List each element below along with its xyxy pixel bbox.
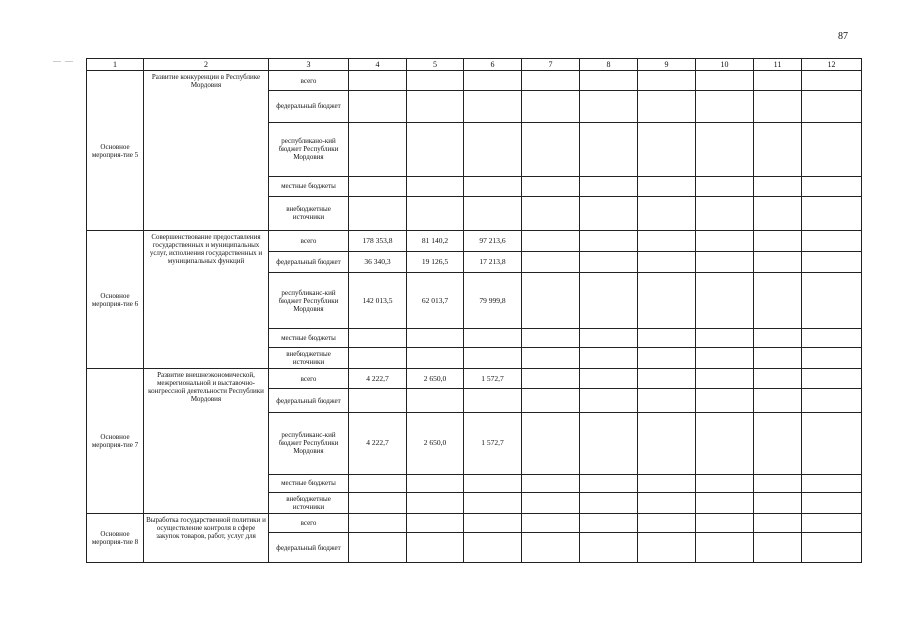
empty-cell [522, 273, 580, 328]
column-header-2: 2 [144, 59, 269, 71]
empty-cell [522, 348, 580, 369]
value-cell [349, 493, 407, 514]
empty-cell [802, 177, 862, 197]
empty-cell [580, 389, 638, 413]
empty-cell [522, 177, 580, 197]
value-cell: 36 340,3 [349, 251, 407, 273]
empty-cell [580, 413, 638, 475]
funding-source-cell: внебюджетные источники [269, 348, 349, 369]
value-cell [464, 348, 522, 369]
column-header-6: 6 [464, 59, 522, 71]
empty-cell [802, 251, 862, 273]
value-cell: 81 140,2 [407, 231, 464, 252]
empty-cell [580, 474, 638, 492]
table-row [87, 513, 862, 533]
empty-cell [638, 122, 696, 176]
empty-cell [638, 368, 696, 389]
empty-cell [754, 413, 802, 475]
value-cell [407, 513, 464, 533]
funding-source-cell: всего [269, 513, 349, 533]
value-cell [464, 177, 522, 197]
empty-cell [802, 513, 862, 533]
empty-cell [638, 413, 696, 475]
funding-source-cell: всего [269, 368, 349, 389]
value-cell: 97 213,6 [464, 231, 522, 252]
value-cell [464, 90, 522, 122]
value-cell: 79 999,8 [464, 273, 522, 328]
column-header-5: 5 [407, 59, 464, 71]
empty-cell [638, 328, 696, 348]
empty-cell [754, 273, 802, 328]
funding-source-cell: всего [269, 231, 349, 252]
empty-cell [696, 251, 754, 273]
funding-source-cell: республиканс-кий бюджет Республики Мордовия [269, 273, 349, 328]
value-cell [349, 196, 407, 231]
value-cell [464, 474, 522, 492]
value-cell [349, 122, 407, 176]
empty-cell [696, 196, 754, 231]
empty-cell [696, 273, 754, 328]
column-header-1: 1 [87, 59, 144, 71]
column-header-9: 9 [638, 59, 696, 71]
empty-cell [696, 513, 754, 533]
value-cell [349, 474, 407, 492]
measure-name-cell: Основное мероприя-тие 7 [87, 368, 144, 513]
empty-cell [802, 90, 862, 122]
value-cell [407, 348, 464, 369]
funding-source-cell: внебюджетные источники [269, 196, 349, 231]
empty-cell [522, 389, 580, 413]
column-header-3: 3 [269, 59, 349, 71]
empty-cell [754, 177, 802, 197]
empty-cell [802, 493, 862, 514]
value-cell: 17 213,8 [464, 251, 522, 273]
value-cell [407, 474, 464, 492]
value-cell [349, 533, 407, 563]
empty-cell [754, 122, 802, 176]
empty-cell [522, 122, 580, 176]
empty-cell [802, 122, 862, 176]
value-cell [464, 389, 522, 413]
empty-cell [696, 90, 754, 122]
value-cell [464, 533, 522, 563]
header-row [87, 59, 862, 71]
measure-description-cell: Развитие конкуренции в Республике Мордовия [144, 71, 269, 231]
empty-cell [754, 493, 802, 514]
empty-cell [802, 389, 862, 413]
funding-source-cell: федеральный бюджет [269, 533, 349, 563]
value-cell [349, 177, 407, 197]
table-row [87, 368, 862, 389]
empty-cell [522, 196, 580, 231]
value-cell [407, 90, 464, 122]
empty-cell [754, 513, 802, 533]
empty-cell [580, 348, 638, 369]
empty-cell [696, 474, 754, 492]
empty-cell [754, 474, 802, 492]
funding-source-cell: местные бюджеты [269, 474, 349, 492]
empty-cell [522, 413, 580, 475]
empty-cell [754, 196, 802, 231]
empty-cell [696, 413, 754, 475]
empty-cell [754, 251, 802, 273]
value-cell: 142 013,5 [349, 273, 407, 328]
empty-cell [638, 493, 696, 514]
empty-cell [522, 71, 580, 91]
empty-cell [638, 196, 696, 231]
value-cell: 19 126,5 [407, 251, 464, 273]
measure-name-cell: Основное мероприя-тие 5 [87, 71, 144, 231]
empty-cell [522, 533, 580, 563]
empty-cell [522, 493, 580, 514]
value-cell [464, 71, 522, 91]
value-cell: 62 013,7 [407, 273, 464, 328]
empty-cell [802, 413, 862, 475]
empty-cell [638, 90, 696, 122]
empty-cell [696, 389, 754, 413]
value-cell [464, 493, 522, 514]
empty-cell [638, 389, 696, 413]
empty-cell [802, 348, 862, 369]
value-cell [349, 71, 407, 91]
empty-cell [638, 251, 696, 273]
empty-cell [754, 533, 802, 563]
column-header-12: 12 [802, 59, 862, 71]
page-number: 87 [838, 31, 848, 42]
empty-cell [696, 533, 754, 563]
empty-cell [580, 533, 638, 563]
budget-table [86, 58, 862, 563]
empty-cell [754, 368, 802, 389]
empty-cell [522, 90, 580, 122]
empty-cell [754, 231, 802, 252]
empty-cell [754, 348, 802, 369]
empty-cell [802, 273, 862, 328]
empty-cell [638, 71, 696, 91]
column-header-10: 10 [696, 59, 754, 71]
empty-cell [638, 273, 696, 328]
empty-cell [580, 493, 638, 514]
empty-cell [754, 389, 802, 413]
empty-cell [754, 90, 802, 122]
value-cell [349, 348, 407, 369]
empty-cell [638, 513, 696, 533]
empty-cell [638, 348, 696, 369]
empty-cell [522, 231, 580, 252]
empty-cell [802, 368, 862, 389]
column-header-8: 8 [580, 59, 638, 71]
measure-name-cell: Основное мероприя-тие 6 [87, 231, 144, 369]
funding-source-cell: федеральный бюджет [269, 389, 349, 413]
measure-name-cell: Основное мероприя-тие 8 [87, 513, 144, 562]
empty-cell [696, 177, 754, 197]
empty-cell [802, 196, 862, 231]
value-cell: 2 650,0 [407, 368, 464, 389]
value-cell: 1 572,7 [464, 413, 522, 475]
empty-cell [580, 273, 638, 328]
funding-source-cell: республиканс-кий бюджет Республики Мордовия [269, 413, 349, 475]
empty-cell [580, 251, 638, 273]
value-cell [349, 90, 407, 122]
empty-cell [638, 533, 696, 563]
value-cell [464, 122, 522, 176]
value-cell [407, 533, 464, 563]
measure-description-cell: Развитие внешнеэкономической, межрегиональной и выставочно-конгрессной деятельности Республики Мордовия [144, 368, 269, 513]
value-cell [464, 328, 522, 348]
empty-cell [696, 328, 754, 348]
empty-cell [580, 177, 638, 197]
value-cell [407, 177, 464, 197]
empty-cell [638, 474, 696, 492]
funding-source-cell: федеральный бюджет [269, 90, 349, 122]
value-cell: 4 222,7 [349, 413, 407, 475]
measure-description-cell: Выработка государственной политики и осуществление контроля в сфере закупок товаров, работ, услуг для [144, 513, 269, 562]
empty-cell [696, 122, 754, 176]
empty-cell [802, 71, 862, 91]
funding-source-cell: республикано-кий бюджет Республики Мордовия [269, 122, 349, 176]
budget-table-body [87, 59, 862, 563]
value-cell [349, 389, 407, 413]
empty-cell [638, 177, 696, 197]
column-header-7: 7 [522, 59, 580, 71]
empty-cell [754, 328, 802, 348]
empty-cell [580, 368, 638, 389]
empty-cell [754, 71, 802, 91]
empty-cell [696, 368, 754, 389]
funding-source-cell: всего [269, 71, 349, 91]
value-cell [407, 71, 464, 91]
empty-cell [580, 231, 638, 252]
empty-cell [580, 328, 638, 348]
empty-cell [522, 251, 580, 273]
empty-cell [802, 474, 862, 492]
value-cell [407, 328, 464, 348]
empty-cell [802, 328, 862, 348]
empty-cell [522, 368, 580, 389]
funding-source-cell: местные бюджеты [269, 328, 349, 348]
table-row [87, 71, 862, 91]
empty-cell [802, 533, 862, 563]
value-cell: 2 650,0 [407, 413, 464, 475]
empty-cell [580, 196, 638, 231]
value-cell [349, 513, 407, 533]
funding-source-cell: федеральный бюджет [269, 251, 349, 273]
empty-cell [638, 231, 696, 252]
empty-cell [522, 513, 580, 533]
column-header-4: 4 [349, 59, 407, 71]
value-cell: 4 222,7 [349, 368, 407, 389]
value-cell: 178 353,8 [349, 231, 407, 252]
value-cell [407, 493, 464, 514]
empty-cell [696, 71, 754, 91]
value-cell [464, 196, 522, 231]
scan-mark: — — [53, 56, 74, 65]
empty-cell [696, 348, 754, 369]
value-cell [349, 328, 407, 348]
empty-cell [696, 231, 754, 252]
table-row [87, 231, 862, 252]
column-header-11: 11 [754, 59, 802, 71]
value-cell [407, 122, 464, 176]
empty-cell [580, 90, 638, 122]
measure-description-cell: Совершенствование предоставления государственных и муниципальных услуг, исполнения государственных и муниципальных функций [144, 231, 269, 369]
value-cell [407, 196, 464, 231]
empty-cell [802, 231, 862, 252]
empty-cell [580, 122, 638, 176]
funding-source-cell: внебюджетные источники [269, 493, 349, 514]
empty-cell [696, 493, 754, 514]
funding-source-cell: местные бюджеты [269, 177, 349, 197]
empty-cell [580, 71, 638, 91]
empty-cell [522, 474, 580, 492]
empty-cell [522, 328, 580, 348]
empty-cell [580, 513, 638, 533]
value-cell [464, 513, 522, 533]
value-cell [407, 389, 464, 413]
value-cell: 1 572,7 [464, 368, 522, 389]
